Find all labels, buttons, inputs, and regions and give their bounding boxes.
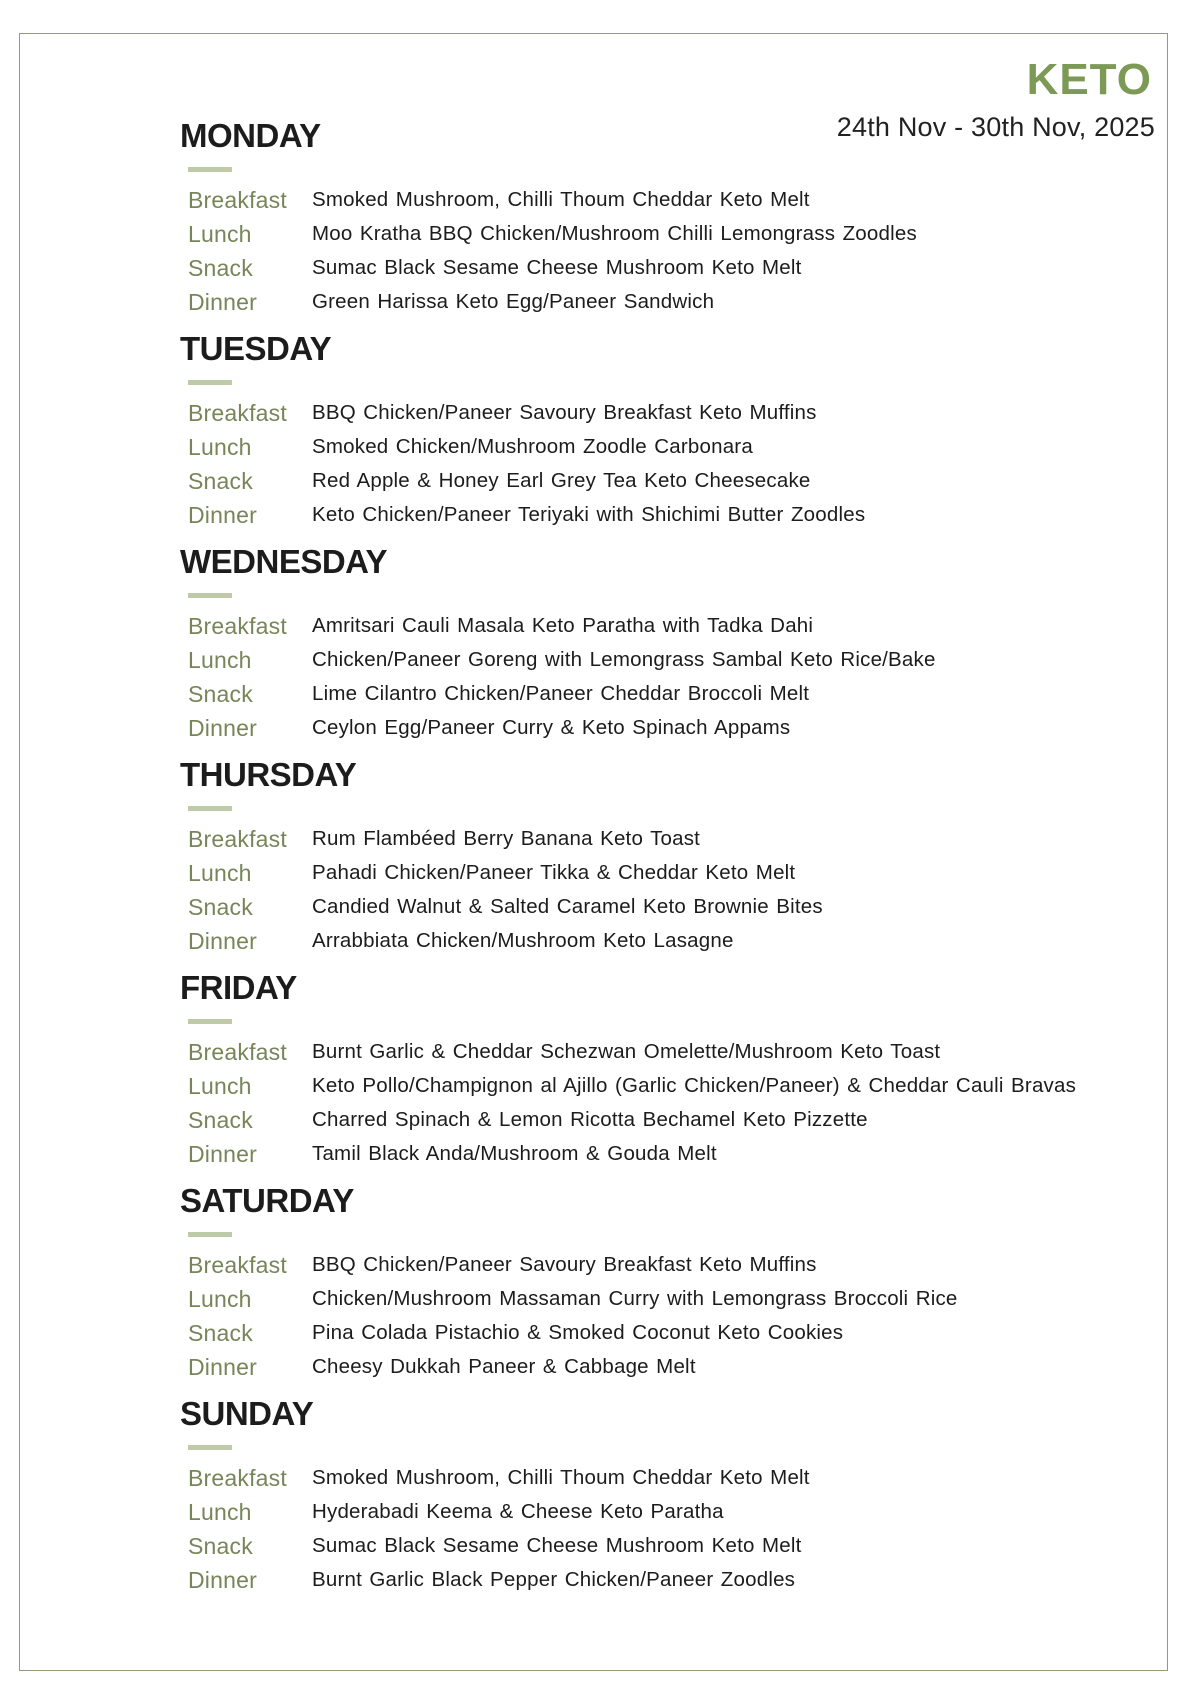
meal-row [180,856,1140,890]
day-heading: FRIDAY [180,969,297,1006]
meal-item-text: Tamil Black Anda/Mushroom & Gouda Melt [312,1142,717,1165]
meal-item-text: BBQ Chicken/Paneer Savoury Breakfast Keto Muffins [312,401,817,424]
page-title: KETO [1026,55,1152,104]
day-section [180,968,1140,1181]
meal-item-text: Smoked Mushroom, Chilli Thoum Cheddar Keto Melt [312,188,810,211]
meal-row [180,396,1140,430]
meal-row [180,285,1140,319]
meal-type-label: Snack [188,1319,253,1346]
meal-type-label: Dinner [188,714,257,741]
meal-item-text: Ceylon Egg/Paneer Curry & Keto Spinach Appams [312,716,791,739]
day-underline-dash [188,806,232,811]
day-underline-dash [188,593,232,598]
meal-type-label: Dinner [188,927,257,954]
meal-row [180,1069,1140,1103]
meal-rows [180,396,1140,532]
meal-row [180,1103,1140,1137]
meal-item-text: Green Harissa Keto Egg/Paneer Sandwich [312,290,715,313]
meal-type-label: Breakfast [188,825,287,852]
meal-row [180,890,1140,924]
meal-item-text: Sumac Black Sesame Cheese Mushroom Keto Melt [312,256,802,279]
meal-row [180,1316,1140,1350]
meal-rows [180,1035,1140,1171]
meal-item-text: Lime Cilantro Chicken/Paneer Cheddar Broccoli Melt [312,682,810,705]
date-range: 24th Nov - 30th Nov, 2025 [836,112,1155,142]
meal-type-label: Snack [188,254,253,281]
day-section [180,755,1140,968]
meal-item-text: Cheesy Dukkah Paneer & Cabbage Melt [312,1355,696,1378]
meal-type-label: Lunch [188,433,252,460]
meal-item-text: Burnt Garlic Black Pepper Chicken/Paneer Zoodles [312,1568,796,1591]
meal-type-label: Snack [188,1532,253,1559]
meal-item-text: Moo Kratha BBQ Chicken/Mushroom Chilli Lemongrass Zoodles [312,222,917,245]
meal-item-text: Keto Chicken/Paneer Teriyaki with Shichimi Butter Zoodles [312,503,866,526]
day-underline-dash [188,1445,232,1450]
meal-item-text: Pahadi Chicken/Paneer Tikka & Cheddar Keto Melt [312,861,796,884]
day-section [180,329,1140,542]
day-underline-dash [188,1232,232,1237]
meal-item-text: BBQ Chicken/Paneer Savoury Breakfast Keto Muffins [312,1253,817,1276]
day-heading: MONDAY [180,117,321,154]
meal-item-text: Arrabbiata Chicken/Mushroom Keto Lasagne [312,929,734,952]
meal-row [180,217,1140,251]
meal-type-label: Dinner [188,288,257,315]
meal-item-text: Candied Walnut & Salted Caramel Keto Brownie Bites [312,895,823,918]
meal-type-label: Lunch [188,1498,252,1525]
day-section [180,1181,1140,1394]
meal-rows [180,1461,1140,1597]
meal-row [180,1563,1140,1597]
meal-item-text: Smoked Chicken/Mushroom Zoodle Carbonara [312,435,753,458]
meal-type-label: Lunch [188,220,252,247]
day-underline-dash [188,380,232,385]
meal-row [180,677,1140,711]
meal-row [180,924,1140,958]
day-heading: WEDNESDAY [180,543,387,580]
meal-item-text: Rum Flambéed Berry Banana Keto Toast [312,827,701,850]
meal-type-label: Breakfast [188,612,287,639]
meal-row [180,643,1140,677]
day-underline-dash [188,167,232,172]
meal-item-text: Keto Pollo/Champignon al Ajillo (Garlic Chicken/Paneer) & Cheddar Cauli Bravas [312,1074,1077,1097]
meal-type-label: Dinner [188,1353,257,1380]
meal-item-text: Burnt Garlic & Cheddar Schezwan Omelette/Mushroom Keto Toast [312,1040,941,1063]
meal-row [180,711,1140,745]
meal-type-label: Lunch [188,1072,252,1099]
meal-rows [180,609,1140,745]
meal-row [180,822,1140,856]
meal-type-label: Lunch [188,646,252,673]
meal-type-label: Breakfast [188,1251,287,1278]
meal-row [180,609,1140,643]
meal-item-text: Smoked Mushroom, Chilli Thoum Cheddar Keto Melt [312,1466,810,1489]
day-heading: SATURDAY [180,1182,354,1219]
meal-type-label: Breakfast [188,399,287,426]
meal-item-text: Pina Colada Pistachio & Smoked Coconut Keto Cookies [312,1321,844,1344]
meal-type-label: Snack [188,467,253,494]
day-section [180,1394,1140,1607]
meal-type-label: Snack [188,893,253,920]
meal-rows [180,1248,1140,1384]
meal-type-label: Snack [188,1106,253,1133]
day-section [180,542,1140,755]
days-list [180,116,1140,1607]
meal-item-text: Chicken/Paneer Goreng with Lemongrass Sambal Keto Rice/Bake [312,648,936,671]
meal-rows [180,822,1140,958]
meal-type-label: Dinner [188,501,257,528]
meal-type-label: Snack [188,680,253,707]
meal-item-text: Chicken/Mushroom Massaman Curry with Lemongrass Broccoli Rice [312,1287,958,1310]
meal-type-label: Lunch [188,1285,252,1312]
meal-row [180,1529,1140,1563]
meal-row [180,1137,1140,1171]
meal-row [180,1282,1140,1316]
meal-row [180,1035,1140,1069]
meal-type-label: Dinner [188,1140,257,1167]
meal-row [180,1495,1140,1529]
day-heading: SUNDAY [180,1395,314,1432]
meal-item-text: Sumac Black Sesame Cheese Mushroom Keto Melt [312,1534,802,1557]
meal-item-text: Hyderabadi Keema & Cheese Keto Paratha [312,1500,724,1523]
meal-item-text: Charred Spinach & Lemon Ricotta Bechamel Keto Pizzette [312,1108,868,1131]
meal-item-text: Amritsari Cauli Masala Keto Paratha with Tadka Dahi [312,614,814,637]
meal-type-label: Breakfast [188,186,287,213]
meal-row [180,498,1140,532]
meal-type-label: Lunch [188,859,252,886]
meal-type-label: Dinner [188,1566,257,1593]
meal-row [180,1248,1140,1282]
day-heading: TUESDAY [180,330,332,367]
day-section [180,116,1140,329]
day-underline-dash [188,1019,232,1024]
meal-row [180,183,1140,217]
meal-row [180,464,1140,498]
meal-row [180,251,1140,285]
meal-item-text: Red Apple & Honey Earl Grey Tea Keto Cheesecake [312,469,811,492]
meal-row [180,430,1140,464]
meal-type-label: Breakfast [188,1038,287,1065]
meal-row [180,1461,1140,1495]
meal-row [180,1350,1140,1384]
meal-type-label: Breakfast [188,1464,287,1491]
meal-rows [180,183,1140,319]
day-heading: THURSDAY [180,756,357,793]
